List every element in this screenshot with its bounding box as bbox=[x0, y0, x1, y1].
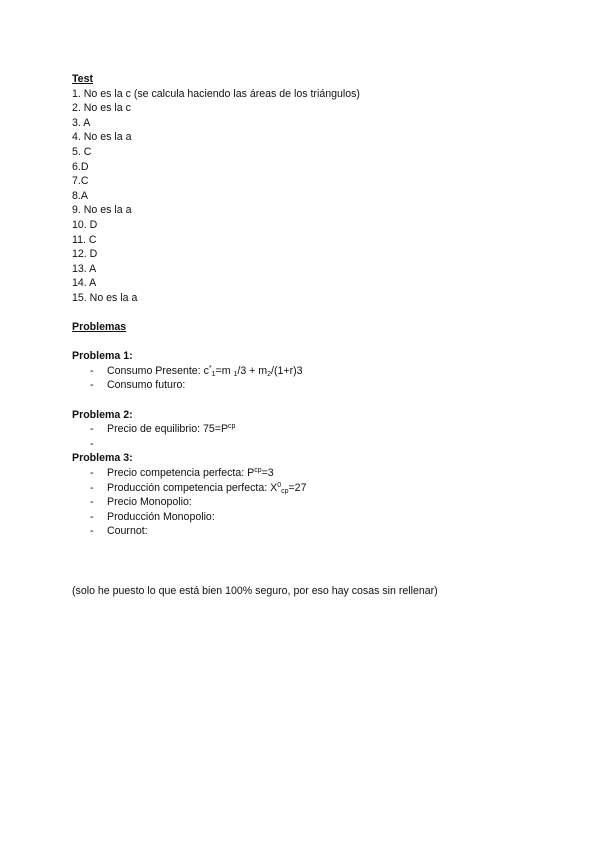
test-answer: 2. No es la c bbox=[72, 102, 131, 115]
problema-3-item-produccion-monopolio: - Producción Monopolio: bbox=[90, 510, 215, 523]
list-dash: - bbox=[90, 379, 94, 392]
test-answer-list bbox=[72, 87, 552, 306]
problema-1-title: Problema 1: bbox=[72, 350, 133, 363]
problema-2-item-precio-equilibrio: - Precio de equilibrio: $75=P^{cp}$ bbox=[90, 423, 236, 436]
test-answer: 3. A bbox=[72, 116, 91, 129]
problema-3-item-precio-competencia: - Precio competencia perfecta: $P^{cp}=3$ bbox=[90, 467, 274, 480]
problema-3-title: Problema 3: bbox=[72, 452, 133, 465]
problema-3-item-cournot: - Cournot: bbox=[90, 525, 148, 538]
test-answer: 13. A bbox=[72, 262, 97, 275]
problema-1-item-consumo-presente: - Consumo Presente: $c^*_1=m$ $_1/3 + m_2/(1+r)3$ bbox=[90, 364, 303, 378]
footnote: (solo he puesto lo que está bien 100% seguro, por eso hay cosas sin rellenar) bbox=[72, 585, 438, 597]
document-body bbox=[72, 72, 552, 539]
test-answer: 9. No es la a bbox=[72, 204, 132, 217]
test-answer: 5. C bbox=[72, 145, 92, 158]
list-dash: - bbox=[90, 467, 94, 480]
list-dash: - bbox=[90, 510, 94, 523]
list-dash: - bbox=[90, 364, 94, 377]
problema-3-item-precio-monopolio: - Precio Monopolio: bbox=[90, 496, 192, 509]
problemas-heading: Problemas bbox=[72, 321, 127, 334]
test-answer: 8.A bbox=[72, 189, 88, 202]
test-answer: 10. D bbox=[72, 218, 98, 231]
list-dash: - bbox=[90, 423, 94, 436]
test-heading: Test bbox=[72, 73, 93, 85]
test-answer: 11. C bbox=[72, 233, 97, 246]
list-dash: - bbox=[90, 481, 94, 494]
test-answer: 7.C bbox=[72, 175, 89, 188]
list-dash: - bbox=[90, 525, 94, 538]
test-answer: 14. A bbox=[72, 277, 97, 290]
list-dash: - bbox=[90, 496, 94, 509]
problema-3-item-produccion-competencia: - Producción competencia perfecta: $X^0_{cp}=27$ bbox=[90, 481, 307, 495]
problema-2-title: Problema 2: bbox=[72, 408, 133, 421]
problema-1-item-consumo-futuro: - Consumo futuro: bbox=[90, 379, 186, 392]
test-answer: 6.D bbox=[72, 160, 89, 173]
test-answer: 1. No es la c (se calcula haciendo las áreas de los triángulos) bbox=[72, 87, 360, 100]
test-answer: 4. No es la a bbox=[72, 131, 132, 144]
list-dash: - bbox=[90, 437, 94, 450]
test-answer: 12. D bbox=[72, 248, 98, 261]
problema-2-item-empty bbox=[72, 437, 552, 452]
test-answer: 15. No es la a bbox=[72, 291, 138, 304]
